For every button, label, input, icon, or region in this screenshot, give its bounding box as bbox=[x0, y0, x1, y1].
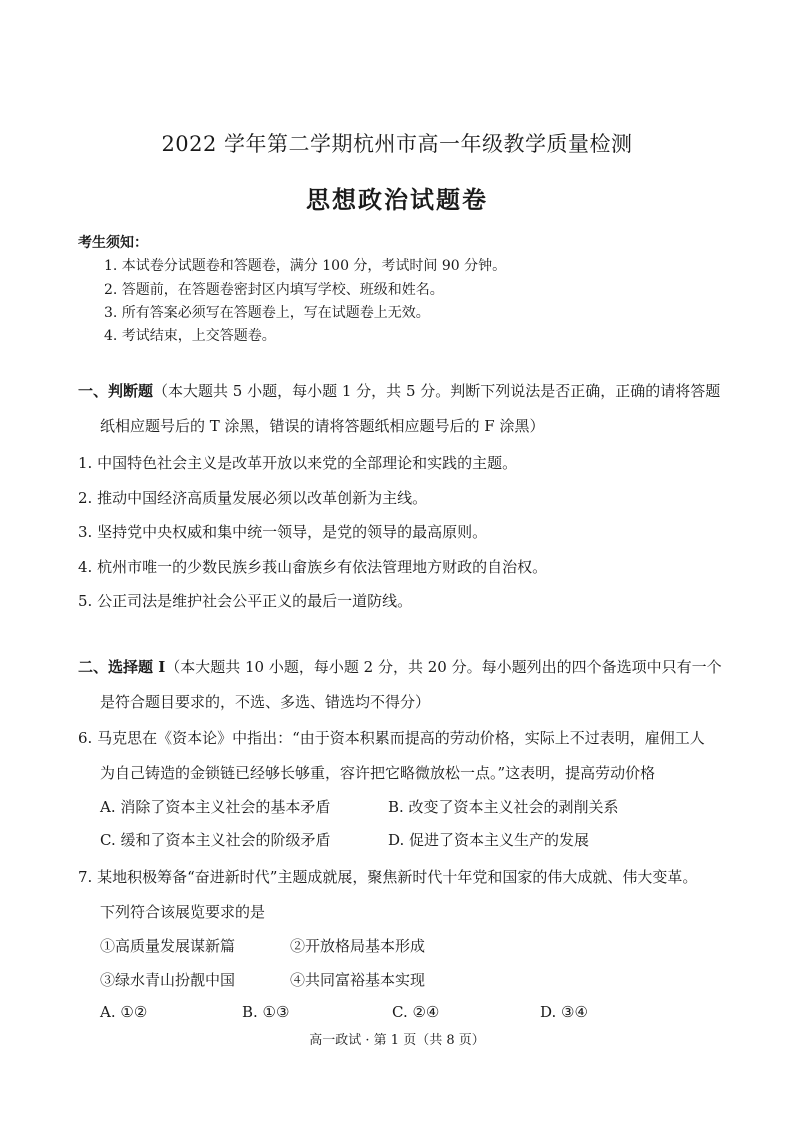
question-7-option-c: C. ②④ bbox=[392, 1003, 440, 1021]
notice-heading: 考生须知： bbox=[78, 235, 148, 251]
section2-intro-cont: 是符合题目要求的，不选、多选、错选均不得分） bbox=[100, 693, 431, 711]
question-6-stem-cont: 为自己铸造的金锁链已经够长够重，容许把它略微放松一点。”这表明，提高劳动价格 bbox=[100, 764, 656, 782]
notice-item: 3. 所有答案必须写在答题卷上，写在试题卷上无效。 bbox=[104, 305, 430, 321]
question-7-item-1: ①高质量发展谋新篇 bbox=[100, 937, 236, 955]
section2-label: 二、选择题 I bbox=[78, 658, 166, 676]
notice-item: 4. 考试结束，上交答题卷。 bbox=[104, 328, 276, 344]
question-6-option-b: B. 改变了资本主义社会的剥削关系 bbox=[388, 798, 619, 816]
question-7-item-4: ④共同富裕基本实现 bbox=[290, 971, 426, 989]
question-7-option-a: A. ①② bbox=[100, 1003, 148, 1021]
question-7-stem-cont: 下列符合该展览要求的是 bbox=[100, 903, 266, 921]
question-6-stem: 6. 马克思在《资本论》中指出：“由于资本积累而提高的劳动价格，实际上不过表明，雇佣工人 bbox=[78, 729, 705, 747]
section1-label: 一、判断题 bbox=[78, 382, 154, 400]
question-4: 4. 杭州市唯一的少数民族乡莪山畲族乡有依法管理地方财政的自治权。 bbox=[78, 558, 548, 576]
section1-heading bbox=[78, 380, 720, 401]
section2-heading bbox=[78, 656, 722, 677]
page-footer: 高一政试 · 第 1 页（共 8 页） bbox=[309, 1033, 485, 1048]
section2-intro: （本大题共 10 小题，每小题 2 分，共 20 分。每小题列出的四个备选项中只有一个 bbox=[165, 658, 722, 676]
exam-title: 2022 学年第二学期杭州市高一年级教学质量检测 bbox=[161, 132, 633, 156]
question-3: 3. 坚持党中央权威和集中统一领导，是党的领导的最高原则。 bbox=[78, 523, 488, 541]
exam-subtitle: 思想政治试题卷 bbox=[306, 185, 488, 214]
question-7-item-2: ②开放格局基本形成 bbox=[290, 937, 426, 955]
section1-intro: （本大题共 5 小题，每小题 1 分，共 5 分。判断下列说法是否正确，正确的请将答题 bbox=[153, 382, 721, 400]
question-1: 1. 中国特色社会主义是改革开放以来党的全部理论和实践的主题。 bbox=[78, 454, 518, 472]
question-6-option-c: C. 缓和了资本主义社会的阶级矛盾 bbox=[100, 831, 331, 849]
notice-item: 1. 本试卷分试题卷和答题卷，满分 100 分，考试时间 90 分钟。 bbox=[104, 258, 507, 274]
question-7-option-b: B. ①③ bbox=[242, 1003, 290, 1021]
question-5: 5. 公正司法是维护社会公平正义的最后一道防线。 bbox=[78, 592, 413, 610]
notice-item: 2. 答题前，在答题卷密封区内填写学校、班级和姓名。 bbox=[104, 282, 444, 298]
question-7-stem: 7. 某地积极筹备“奋进新时代”主题成就展，聚焦新时代十年党和国家的伟大成就、伟大变革。 bbox=[78, 868, 698, 886]
question-6-option-a: A. 消除了资本主义社会的基本矛盾 bbox=[100, 798, 331, 816]
question-6-option-d: D. 促进了资本主义生产的发展 bbox=[388, 831, 590, 849]
section1-intro-cont: 纸相应题号后的 T 涂黑，错误的请将答题纸相应题号后的 F 涂黑） bbox=[100, 417, 545, 435]
question-2: 2. 推动中国经济高质量发展必须以改革创新为主线。 bbox=[78, 489, 428, 507]
question-7-option-d: D. ③④ bbox=[540, 1003, 588, 1021]
question-7-item-3: ③绿水青山扮靓中国 bbox=[100, 971, 236, 989]
